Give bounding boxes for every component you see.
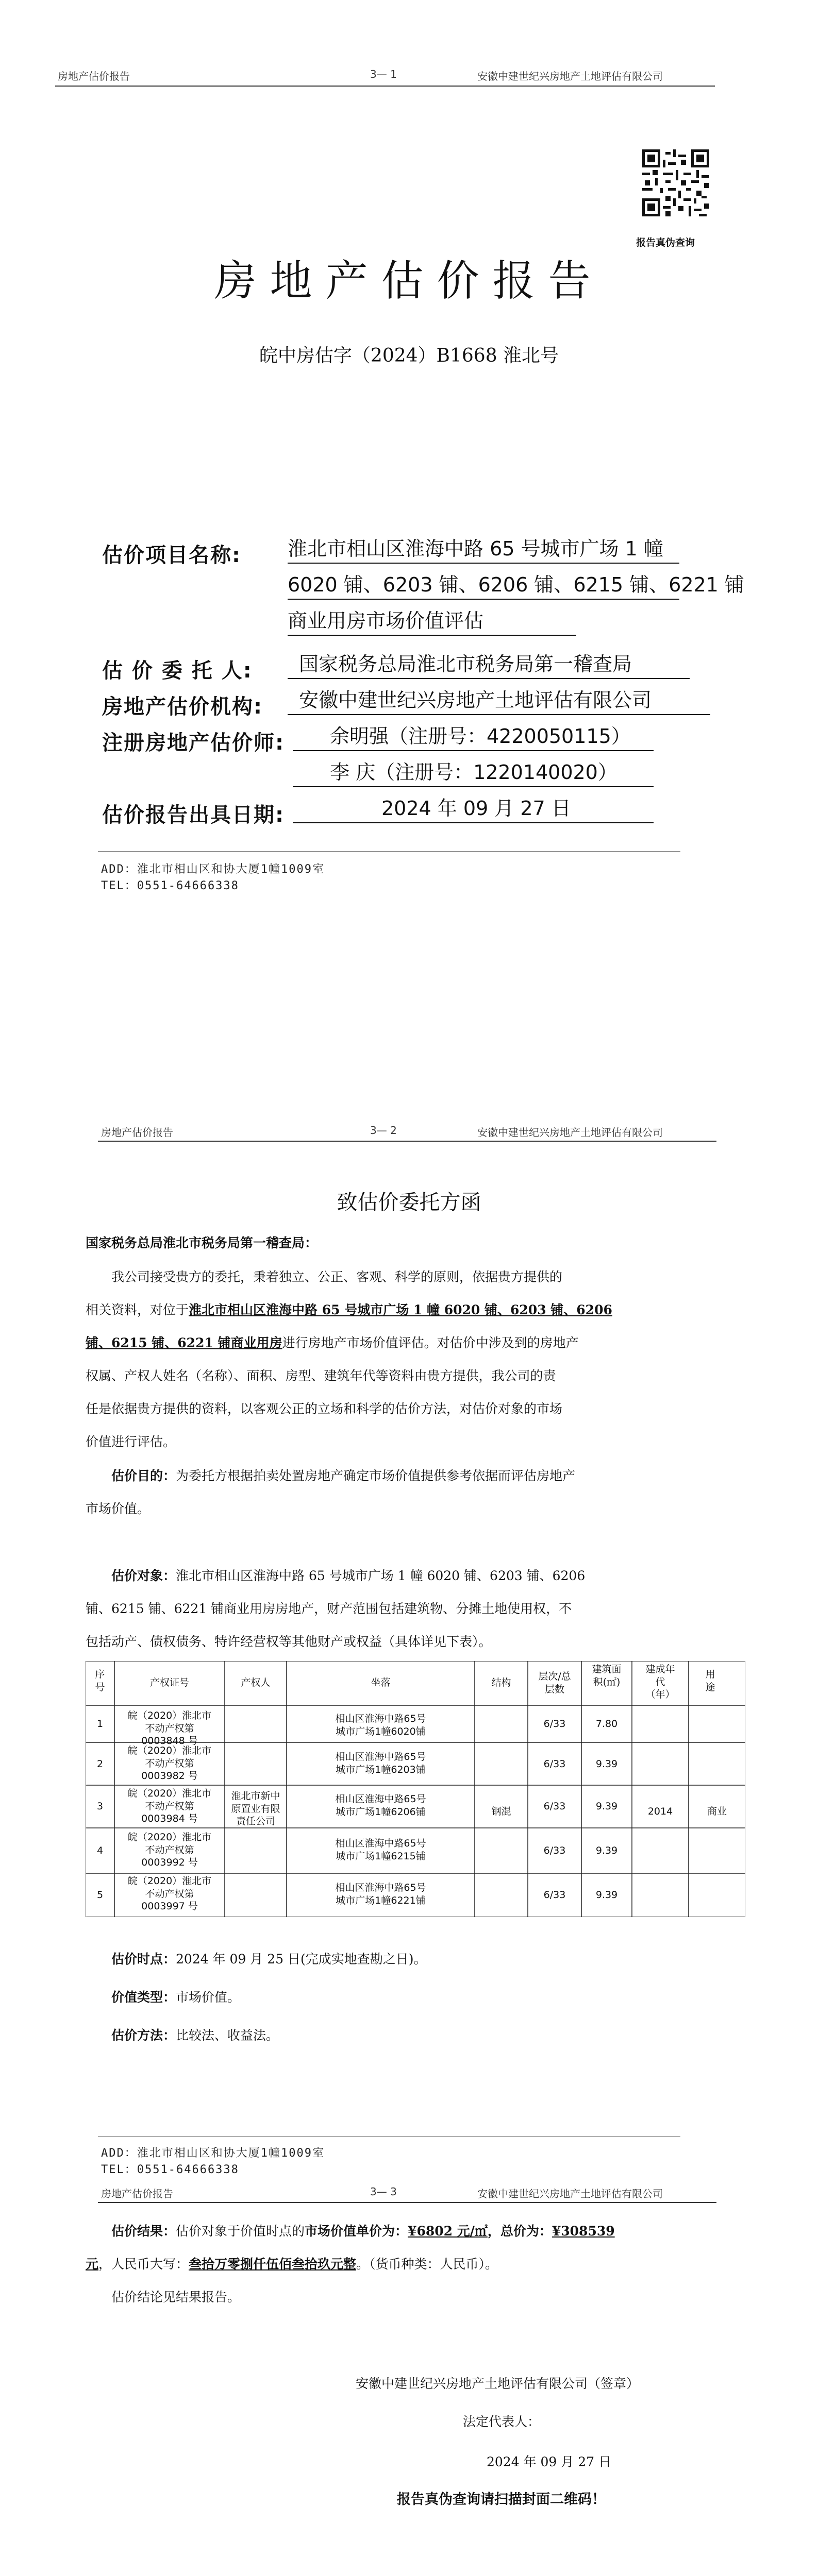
row-location <box>287 1837 475 1862</box>
type-value: 市场价值。 <box>176 1990 241 2005</box>
p1-text: 进行房地产市场价值评估。对估价中涉及到的房地产 <box>282 1335 579 1350</box>
agency-label: 房地产估价机构: <box>102 695 263 719</box>
row-location <box>287 1751 475 1776</box>
object-value: 淮北市相山区淮海中路 65 号城市广场 1 幢 6020 铺、6203 铺、6206 <box>176 1568 586 1583</box>
row-area: 9.39 <box>595 1801 618 1812</box>
p1-line-6: 价值进行评估。 <box>86 1434 176 1449</box>
loc-line: 相山区淮海中路65号 <box>335 1838 426 1849</box>
type-line <box>111 1991 240 2004</box>
client-underline <box>288 678 690 679</box>
th-cert: 产权证号 <box>149 1677 189 1688</box>
cert-line: 0003982 号 <box>141 1770 198 1782</box>
appraiser-underline-2 <box>293 786 654 787</box>
p1-line-3 <box>86 1336 579 1349</box>
row-cert <box>114 1831 225 1869</box>
footer-address: ADD：淮北市相山区和协大厦1幢1009室 <box>101 2147 325 2160</box>
table-row: 3 <box>96 1801 104 1812</box>
row-cert <box>114 1787 225 1825</box>
page-header-right: 安徽中建世纪兴房地产土地评估有限公司 <box>477 2188 663 2200</box>
p1-line-2 <box>86 1303 612 1316</box>
project-underline-3 <box>288 635 576 636</box>
object-label: 估价对象： <box>111 1568 176 1583</box>
result-text: ，总价为： <box>487 2224 552 2239</box>
th-location: 坐落 <box>371 1677 391 1688</box>
project-line-1: 淮北市相山区淮海中路 65 号城市广场 1 幢 <box>288 537 663 560</box>
purpose-label: 估价目的： <box>111 1468 176 1483</box>
report-title: 房地产估价报告 <box>214 257 604 306</box>
time-value: 2024 年 09 月 25 日(完成实地查勘之日)。 <box>176 1952 427 1967</box>
loc-line: 相山区淮海中路65号 <box>335 1882 426 1893</box>
p1-line-5: 任是依据贵方提供的资料，以客观公正的立场和科学的估价方法，对估价对象的市场 <box>86 1401 563 1416</box>
year-cell: 2014 <box>647 1806 673 1817</box>
table-row: 5 <box>96 1889 104 1901</box>
sign-company: 安徽中建世纪兴房地产土地评估有限公司（签章） <box>356 2376 640 2391</box>
cert-line: 0003992 号 <box>141 1857 198 1869</box>
project-underline-1 <box>288 563 679 564</box>
project-line-2: 6020 铺、6203 铺、6206 铺、6215 铺、6221 铺 <box>288 573 744 596</box>
loc-line: 城市广场1幢6020铺 <box>336 1725 426 1737</box>
p1-line-4: 权属、产权人姓名（名称）、面积、房型、建筑年代等资料由贵方提供，我公司的责 <box>86 1368 556 1383</box>
th-no: 序号 <box>95 1669 105 1693</box>
row-floor: 6/33 <box>543 1758 566 1770</box>
row-floor: 6/33 <box>543 1889 566 1901</box>
purpose-value: 为委托方根据拍卖处置房地产确定市场价值提供参考依据而评估房地产 <box>176 1468 576 1483</box>
client-value: 国家税务总局淮北市税务局第一稽查局 <box>299 653 632 675</box>
th-use: 用途 <box>705 1669 715 1693</box>
cert-line: 皖（2020）淮北市 <box>127 1832 212 1843</box>
th-floor: 层次/总层数 <box>538 1671 571 1695</box>
result-line-2 <box>86 2258 498 2270</box>
date-underline <box>293 822 654 823</box>
use-cell: 商业 <box>707 1806 727 1817</box>
result-line-1 <box>111 2225 615 2238</box>
letter-title: 致估价委托方函 <box>337 1191 481 1214</box>
page-header-right: 安徽中建世纪兴房地产土地评估有限公司 <box>477 1126 663 1139</box>
row-location <box>287 1882 475 1907</box>
cert-line: 皖（2020）淮北市 <box>127 1875 212 1887</box>
qr-verification-note: 报告真伪查询请扫描封面二维码！ <box>397 2492 606 2507</box>
footer-address: ADD：淮北市相山区和协大厦1幢1009室 <box>101 863 325 876</box>
result-text: 估价对象于价值时点的 <box>176 2224 305 2239</box>
appraiser-2: 李 庆（注册号：1220140020） <box>330 761 617 784</box>
cert-line: 不动产权第 <box>145 1888 194 1900</box>
object-line-2: 铺、6215 铺、6221 铺商业用房房地产，财产范围包括建筑物、分摊土地使用权，不 <box>86 1601 572 1616</box>
loc-line: 城市广场1幢6203铺 <box>336 1764 426 1775</box>
appraiser-underline-1 <box>293 750 654 751</box>
header-rule <box>98 1141 716 1142</box>
report-number: 皖中房估字（2024）B1668 淮北号 <box>259 345 559 366</box>
cert-line: 不动产权第 <box>145 1757 194 1769</box>
cert-line: 0003848 号 <box>141 1735 198 1747</box>
project-underline-2 <box>288 599 679 600</box>
client-label: 估 价 委 托 人: <box>102 659 253 683</box>
cert-line: 0003997 号 <box>141 1901 198 1912</box>
project-line-3: 商业用房市场价值评估 <box>288 609 484 632</box>
p1-text: 相关资料，对位于 <box>86 1302 189 1317</box>
total-price: ¥308539 <box>552 2224 615 2239</box>
row-cert <box>114 1744 225 1783</box>
footer-tel: TEL：0551-64666338 <box>101 2163 239 2176</box>
page-header-number: 3— 2 <box>370 1124 397 1137</box>
row-floor: 6/33 <box>543 1845 566 1856</box>
structure-cell: 钢混 <box>491 1806 511 1817</box>
appraiser-1: 余明强（注册号：4220050115） <box>330 725 631 748</box>
purpose-line-1 <box>111 1469 575 1482</box>
loc-line: 相山区淮海中路65号 <box>335 1793 426 1805</box>
sign-representative: 法定代表人： <box>463 2414 541 2429</box>
footer-rule <box>98 851 680 852</box>
see-report: 估价结论见结果报告。 <box>111 2290 241 2304</box>
type-label: 价值类型： <box>111 1990 176 2005</box>
agency-underline <box>288 714 710 715</box>
page-header-number: 3— 1 <box>370 68 397 80</box>
row-area: 9.39 <box>595 1889 618 1901</box>
table-row: 4 <box>96 1845 104 1856</box>
cert-line: 不动产权第 <box>145 1722 194 1734</box>
loc-line: 相山区淮海中路65号 <box>335 1713 426 1724</box>
cert-line: 皖（2020）淮北市 <box>127 1788 212 1799</box>
row-area: 9.39 <box>595 1758 618 1770</box>
object-line-1 <box>111 1569 585 1582</box>
method-value: 比较法、收益法。 <box>176 2028 279 2043</box>
table-row: 1 <box>96 1718 104 1730</box>
row-area: 7.80 <box>595 1718 618 1730</box>
page-header-left: 房地产估价报告 <box>58 70 130 82</box>
qr-label: 报告真伪查询 <box>636 237 695 248</box>
p1-line-1: 我公司接受贵方的委托，秉着独立、公正、客观、科学的原则，依据贵方提供的 <box>111 1269 563 1284</box>
p1-address-b: 铺、6215 铺、6221 铺商业用房 <box>86 1335 282 1350</box>
table-row: 2 <box>96 1758 104 1770</box>
agency-value: 安徽中建世纪兴房地产土地评估有限公司 <box>299 689 652 711</box>
page-header-right: 安徽中建世纪兴房地产土地评估有限公司 <box>477 70 663 82</box>
row-location <box>287 1793 475 1818</box>
loc-line: 城市广场1幢6206铺 <box>336 1806 426 1818</box>
salutation: 国家税务总局淮北市税务局第一稽查局： <box>86 1235 318 1250</box>
result-text: ，人民币大写： <box>98 2257 189 2272</box>
header-rule <box>55 86 715 87</box>
page-header-number: 3— 3 <box>370 2185 397 2198</box>
result-text: 。（货币种类：人民币）。 <box>356 2257 498 2272</box>
cert-line: 不动产权第 <box>145 1800 194 1812</box>
th-year: 建成年代（年） <box>645 1664 675 1701</box>
cert-line: 皖（2020）淮北市 <box>127 1745 212 1756</box>
row-floor: 6/33 <box>543 1801 566 1812</box>
row-area: 9.39 <box>595 1845 618 1856</box>
property-table <box>86 1661 745 1917</box>
method-line <box>111 2029 279 2042</box>
page-header-left: 房地产估价报告 <box>101 1126 173 1139</box>
th-structure: 结构 <box>491 1677 511 1688</box>
sign-date: 2024 年 09 月 27 日 <box>487 2454 611 2469</box>
loc-line: 城市广场1幢6215铺 <box>336 1850 426 1862</box>
time-label: 估价时点： <box>111 1952 176 1967</box>
date-label: 估价报告出具日期: <box>102 803 285 827</box>
row-cert <box>114 1875 225 1913</box>
appraiser-label: 注册房地产估价师: <box>102 731 285 755</box>
qr-code[interactable] <box>642 149 709 216</box>
th-owner: 产权人 <box>241 1677 271 1688</box>
total-price-chinese: 叁拾万零捌仟伍佰叁拾玖元整 <box>189 2257 357 2272</box>
row-location <box>287 1713 475 1738</box>
result-label: 估价结果： <box>111 2224 176 2239</box>
page-header-left: 房地产估价报告 <box>101 2188 173 2200</box>
owner-cell: 淮北市新中原置业有限责任公司 <box>231 1790 280 1827</box>
row-cert <box>114 1709 225 1748</box>
purpose-line-2: 市场价值。 <box>86 1501 151 1516</box>
project-label: 估价项目名称: <box>102 544 241 567</box>
result-text: 市场价值单价为： <box>305 2224 408 2239</box>
cert-line: 皖（2020）淮北市 <box>127 1710 212 1721</box>
time-line <box>111 1953 427 1965</box>
unit-price: ¥6802 元/㎡ <box>408 2224 488 2239</box>
header-rule <box>98 2202 716 2203</box>
p1-address-a: 淮北市相山区淮海中路 65 号城市广场 1 幢 6020 铺、6203 铺、6206 <box>189 1302 612 1317</box>
date-value: 2024 年 09 月 27 日 <box>381 797 571 820</box>
loc-line: 城市广场1幢6221铺 <box>336 1894 426 1906</box>
result-text: 元 <box>86 2257 99 2272</box>
method-label: 估价方法： <box>111 2028 176 2043</box>
th-area: 建筑面积(㎡) <box>592 1664 622 1688</box>
row-floor: 6/33 <box>543 1718 566 1730</box>
footer-tel: TEL：0551-64666338 <box>101 879 239 892</box>
footer-rule <box>98 2136 680 2137</box>
loc-line: 相山区淮海中路65号 <box>335 1751 426 1762</box>
cert-line: 不动产权第 <box>145 1844 194 1856</box>
cert-line: 0003984 号 <box>141 1813 198 1825</box>
object-line-3: 包括动产、债权债务、特许经营权等其他财产或权益（具体详见下表）。 <box>86 1634 492 1649</box>
